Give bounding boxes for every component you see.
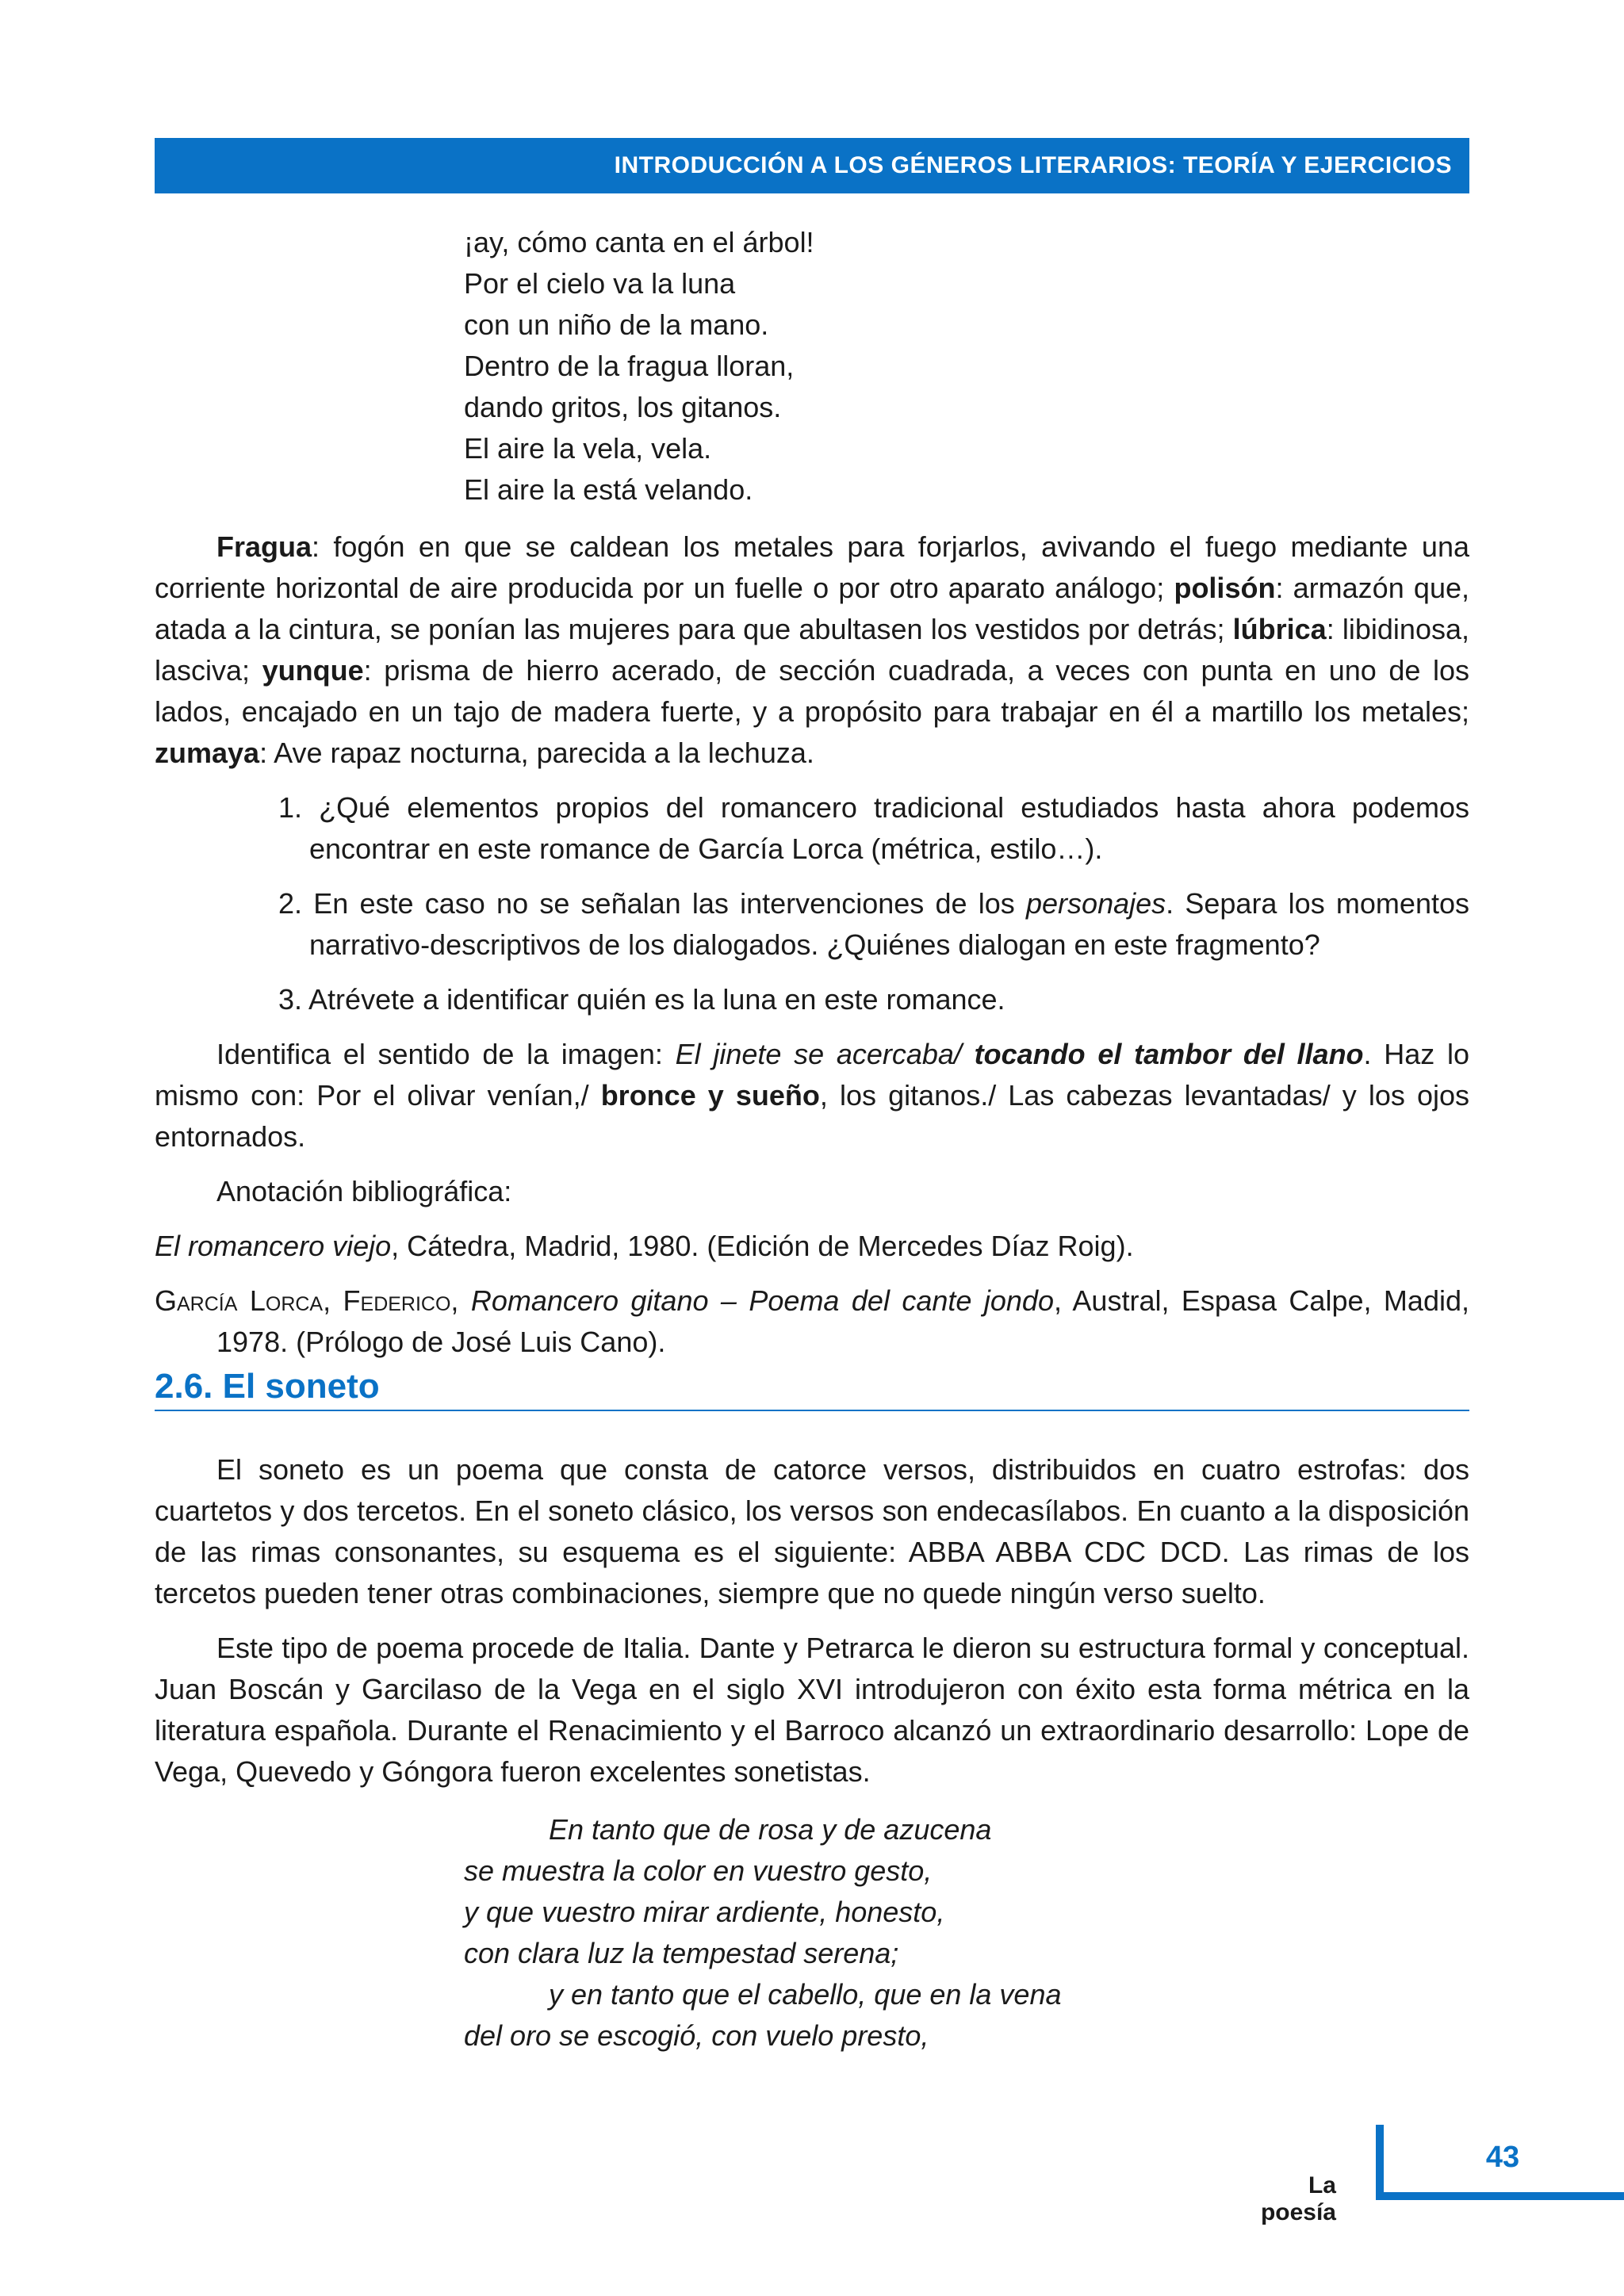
section-title: 2.6. El soneto <box>155 1367 380 1406</box>
glossary-and-exercises <box>155 526 1469 1363</box>
paragraph-text: . Haz lo mismo con: Por el olivar venían,/ <box>155 1038 1470 1112</box>
poem-line: y en tanto que el cabello, que en la vena <box>549 1978 1062 2011</box>
biblio-title: Romancero gitano – Poema del cante jondo <box>458 1284 1054 1317</box>
question-3: 3. Atrévete a identificar quién es la luna en este romance. <box>278 983 1005 1016</box>
body-paragraph: El soneto es un poema que consta de catorce versos, distribuidos en cuatro estrofas: dos cuartetos y dos tercetos. En el soneto clásico, los versos son endecasílabos. En cuanto a la disposición de las rimas consonantes, su esquema es el siguiente: ABBA ABBA CDC DCD. Las rimas de los tercetos pueden tener otras combinaciones, siempre que no quede ningún verso suelto. <box>155 1453 1469 1609</box>
running-header-title: INTRODUCCIÓN A LOS GÉNEROS LITERARIOS: TEORÍA Y EJERCICIOS <box>614 152 1452 178</box>
glossary-definition: : libidinosa, lasciva; <box>155 613 1469 687</box>
poem-line: Por el cielo va la luna <box>464 267 736 300</box>
question-text: . Separa los momentos narrativo-descriptivos de los dialogados. ¿Quiénes dialogan en este fragmento? <box>309 887 1469 961</box>
biblio-details: , Austral, Espasa Calpe, Madid, 1978. (Prólogo de José Luis Cano). <box>216 1284 1469 1358</box>
poem-line: se muestra la color en vuestro gesto, <box>464 1854 933 1887</box>
poem-line: En tanto que de rosa y de azucena <box>549 1813 992 1846</box>
imagen-paragraph <box>155 1034 1469 1158</box>
biblio-ref-1 <box>155 1226 1469 1267</box>
question-2 <box>216 883 1469 966</box>
glossary-term: lúbrica <box>1232 613 1327 645</box>
body-paragraph: Este tipo de poema procede de Italia. Dante y Petrarca le dieron su estructura formal y conceptual. Juan Boscán y Garcilaso de la Vega en el siglo XVI introdujeron con éxito esta forma métrica en la literatura española. Durante el Renacimiento y el Barroco alcanzó un extraordinario desarrollo: Lope de Vega, Quevedo y Góngora fueron excelentes sonetistas. <box>155 1632 1469 1788</box>
quote-bold: bronce y sueño <box>600 1079 820 1112</box>
poem-line: Dentro de la fragua lloran, <box>464 350 795 382</box>
poem-line: del oro se escogió, con vuelo presto, <box>464 2019 929 2052</box>
quote-italic: El jinete se acercaba/ <box>675 1038 975 1070</box>
glossary-term: yunque <box>262 654 364 687</box>
quote-bold-italic: tocando el tambor del llano <box>974 1038 1364 1070</box>
poem-line: y que vuestro mirar ardiente, honesto, <box>464 1896 945 1928</box>
glossary-definition: : fogón en que se caldean los metales para forjarlos, avivando el fuego mediante una corriente horizontal de aire producida por un fuelle o por otro aparato análogo; <box>155 530 1469 604</box>
glossary-paragraph <box>155 526 1469 774</box>
question-1: 1. ¿Qué elementos propios del romancero tradicional estudiados hasta ahora podemos encontrar en este romance de García Lorca (métrica, estilo…). <box>278 791 1469 865</box>
question-emphasis: personajes <box>1026 887 1166 920</box>
glossary-term: Fragua <box>216 530 312 563</box>
biblio-details: , Cátedra, Madrid, 1980. (Edición de Mercedes Díaz Roig). <box>391 1230 1134 1262</box>
glossary-definition: : armazón que, atada a la cintura, se ponían las mujeres para que abultasen los vestidos por detrás; <box>155 572 1469 645</box>
poem-line: dando gritos, los gitanos. <box>464 391 782 423</box>
paragraph-text: Identifica el sentido de la imagen: <box>216 1038 676 1070</box>
glossary-term: polisón <box>1174 572 1276 604</box>
poem-garcilaso <box>464 1809 1062 2057</box>
page-number: 43 <box>1485 2141 1520 2174</box>
poem-line: con clara luz la tempestad serena; <box>464 1937 899 1969</box>
biblio-label: Anotación bibliográfica: <box>216 1175 512 1207</box>
biblio-author: García Lorca, Federico, <box>155 1284 459 1317</box>
section-heading <box>155 1362 1469 1411</box>
glossary-term: zumaya <box>155 737 260 769</box>
soneto-body <box>155 1449 1469 1793</box>
glossary-definition: : Ave rapaz nocturna, parecida a la lechuza. <box>259 737 814 769</box>
question-text: 2. En este caso no se señalan las intervenciones de los <box>278 887 1027 920</box>
poem-lorca <box>464 222 814 511</box>
footer-chapter-label: La poesía <box>1260 2172 1336 2225</box>
paragraph-text: , los gitanos./ Las cabezas levantadas/ y los ojos entornados. <box>155 1079 1470 1153</box>
poem-line: con un niño de la mano. <box>464 308 769 341</box>
biblio-title: El romancero viejo <box>155 1230 392 1262</box>
poem-line: El aire la vela, vela. <box>464 432 712 465</box>
poem-line: El aire la está velando. <box>464 473 753 506</box>
biblio-ref-2 <box>155 1280 1469 1363</box>
glossary-definition: : prisma de hierro acerado, de sección cuadrada, a veces con punta en uno de los lados, encajado en un tajo de madera fuerte, y a propósito para trabajar en él a martillo los metales; <box>155 654 1469 728</box>
running-header <box>155 138 1469 193</box>
poem-line: ¡ay, cómo canta en el árbol! <box>464 226 814 258</box>
